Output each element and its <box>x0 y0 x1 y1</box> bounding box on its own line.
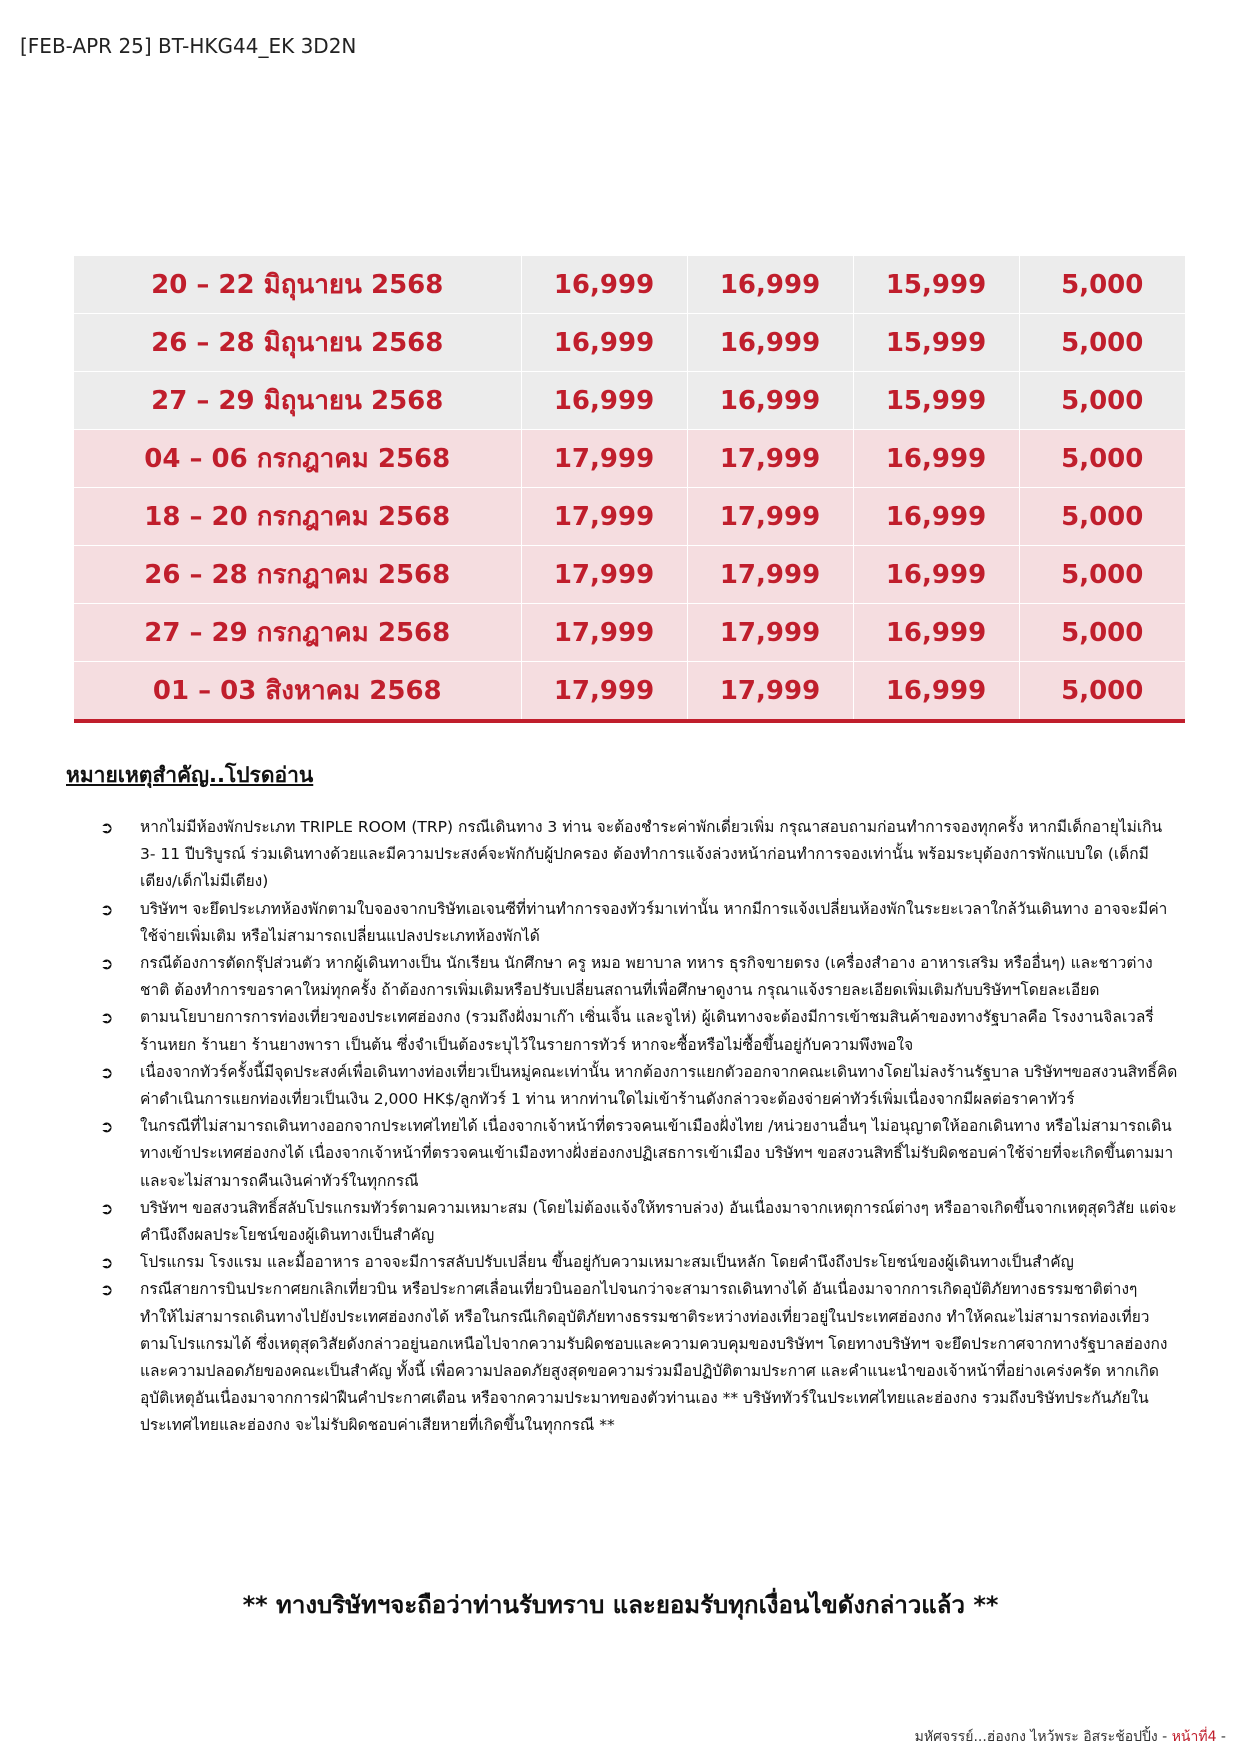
price-cell: 16,999 <box>521 372 687 430</box>
note-text: เนื่องจากทัวร์ครั้งนี้มีจุดประสงค์เพื่อเดินทางท่องเที่ยวเป็นหมู่คณะเท่านั้น หากต้องการแยกตัวออกจากคณะเดินทางโดยไม่ลงร้านรัฐบาล บริษัทฯขอสงวนสิทธิ์คิดค่าดำเนินการแยกท่องเที่ยวเป็นเงิน 2,000 HK$/ลูกทัวร์ 1 ท่าน หากท่านใดไม่เข้าร้านดังกล่าวจะต้องจ่ายค่าทัวร์เพิ่มเนื่องจากมีผลต่อราคาทัวร์ <box>140 1062 1178 1109</box>
footer-end: - <box>1216 1729 1226 1745</box>
price-cell: 15,999 <box>853 314 1019 372</box>
note-item <box>100 1195 1178 1249</box>
price-cell: 5,000 <box>1019 430 1185 488</box>
price-cell: 17,999 <box>521 662 687 722</box>
note-text: บริษัทฯ ขอสงวนสิทธิ์สลับโปรแกรมทัวร์ตามความเหมาะสม (โดยไม่ต้องแจ้งให้ทราบล่วง) อันเนื่องมาจากเหตุการณ์ต่างๆ หรืออาจเกิดขึ้นจากเหตุสุดวิสัย แต่จะคำนึงถึงผลประโยชน์ของผู้เดินทางเป็นสำคัญ <box>140 1198 1177 1245</box>
note-item <box>100 1113 1178 1195</box>
note-text: หากไม่มีห้องพักประเภท TRIPLE ROOM (TRP) กรณีเดินทาง 3 ท่าน จะต้องชำระค่าพักเดี่ยวเพิ่ม กรุณาสอบถามก่อนทำการจองทุกครั้ง หากมีเด็กอายุไม่เกิน 3- 11 ปีบริบูรณ์ ร่วมเดินทางด้วยและมีความประสงค์จะพักกับผู้ปกครอง ต้องทำการแจ้งล่วงหน้าก่อนทำการจองเท่านั้น พร้อมระบุต้องการพักแบบใด (เด็กมีเตียง/เด็กไม่มีเตียง) <box>140 818 1163 891</box>
note-text: กรณีสายการบินประกาศยกเลิกเที่ยวบิน หรือประกาศเลื่อนเที่ยวบินออกไปจนกว่าจะสามารถเดินทางได้ อันเนื่องมาจากการเกิดอุบัติภัยทางธรรมชาติต่างๆ ทำให้ไม่สามารถเดินทางไปยังประเทศฮ่องกงได้ หรือในกรณีเกิดอุบัติภัยทางธรรมชาติระหว่างท่องเที่ยวอยู่ในประเทศฮ่องกง ทำให้คณะไม่สามารถท่องเที่ยวตามโปรแกรมได้ ซึ่งเหตุสุดวิสัยดังกล่าวอยู่นอกเหนือไปจากความรับผิดชอบและความควบคุมของบริษัทฯ โดยทางบริษัทฯ จะยึดประกาศจากทางรัฐบาลฮ่องกง และความปลอดภัยของคณะเป็นสำคัญ ทั้งนี้ เพื่อความปลอดภัยสูงสุดขอความร่วมมือปฏิบัติตามประกาศ และคำแนะนำของเจ้าหน้าที่อย่างเคร่งครัด หากเกิดอุบัติเหตุอันเนื่องมาจากการฝ่าฝืนคำประกาศเตือน หรือจากความประมาทของตัวท่านเอง ** บริษัททัวร์ในประเทศไทยและฮ่องกง รวมถึงบริษัทประกันภัยในประเทศไทยและฮ่องกง จะไม่รับผิดชอบค่าเสียหายที่เกิดขึ้นในทุกกรณี ** <box>140 1280 1168 1435</box>
note-item <box>100 1004 1178 1058</box>
price-cell: 16,999 <box>687 372 853 430</box>
price-cell: 5,000 <box>1019 546 1185 604</box>
page-footer <box>915 1726 1226 1748</box>
price-cell: 15,999 <box>853 372 1019 430</box>
note-item <box>100 1249 1178 1276</box>
price-cell: 15,999 <box>853 256 1019 314</box>
price-cell: 16,999 <box>521 314 687 372</box>
price-cell: 5,000 <box>1019 604 1185 662</box>
date-cell: 27 – 29 กรกฎาคม 2568 <box>74 604 521 662</box>
price-cell: 17,999 <box>687 430 853 488</box>
date-cell: 26 – 28 กรกฎาคม 2568 <box>74 546 521 604</box>
date-cell: 18 – 20 กรกฎาคม 2568 <box>74 488 521 546</box>
price-table <box>74 256 1185 723</box>
arrow-bullet-icon: ➲ <box>100 1117 114 1137</box>
price-cell: 5,000 <box>1019 314 1185 372</box>
arrow-bullet-icon: ➲ <box>100 1280 114 1300</box>
price-cell: 17,999 <box>521 604 687 662</box>
notes-list <box>100 814 1178 1440</box>
arrow-bullet-icon: ➲ <box>100 1198 114 1218</box>
arrow-bullet-icon: ➲ <box>100 1253 114 1273</box>
price-row <box>74 314 1185 372</box>
price-cell: 16,999 <box>853 662 1019 722</box>
page-number: หน้าที่4 <box>1171 1729 1217 1745</box>
arrow-bullet-icon: ➲ <box>100 1062 114 1082</box>
price-cell: 16,999 <box>853 604 1019 662</box>
note-item <box>100 1276 1178 1439</box>
price-cell: 17,999 <box>687 546 853 604</box>
price-row <box>74 546 1185 604</box>
price-cell: 16,999 <box>853 430 1019 488</box>
price-row <box>74 488 1185 546</box>
arrow-bullet-icon: ➲ <box>100 899 114 919</box>
price-row <box>74 662 1185 722</box>
date-cell: 01 – 03 สิงหาคม 2568 <box>74 662 521 722</box>
note-text: บริษัทฯ จะยึดประเภทห้องพักตามใบจองจากบริษัทเอเจนซีที่ท่านทำการจองทัวร์มาเท่านั้น หากมีการแจ้งเปลี่ยนห้องพักในระยะเวลาใกล้วันเดินทาง อาจจะมีค่าใช้จ่ายเพิ่มเติม หรือไม่สามารถเปลี่ยนแปลงประเภทห้องพักได้ <box>140 899 1168 945</box>
notes-title: หมายเหตุสำคัญ..โปรดอ่าน <box>66 763 314 787</box>
price-cell: 16,999 <box>853 546 1019 604</box>
price-cell: 17,999 <box>521 488 687 546</box>
price-row <box>74 256 1185 314</box>
date-cell: 26 – 28 มิถุนายน 2568 <box>74 314 521 372</box>
price-cell: 16,999 <box>687 256 853 314</box>
price-cell: 16,999 <box>687 314 853 372</box>
price-cell: 17,999 <box>521 430 687 488</box>
date-cell: 04 – 06 กรกฎาคม 2568 <box>74 430 521 488</box>
price-cell: 17,999 <box>687 488 853 546</box>
price-row <box>74 604 1185 662</box>
price-row <box>74 372 1185 430</box>
arrow-bullet-icon: ➲ <box>100 818 114 837</box>
price-cell: 17,999 <box>521 546 687 604</box>
note-text: โปรแกรม โรงแรม และมื้ออาหาร อาจจะมีการสลับปรับเปลี่ยน ขึ้นอยู่กับความเหมาะสมเป็นหลัก โดยคำนึงถึงประโยชน์ของผู้เดินทางเป็นสำคัญ <box>140 1253 1074 1272</box>
price-cell: 16,999 <box>853 488 1019 546</box>
price-cell: 17,999 <box>687 604 853 662</box>
price-cell: 5,000 <box>1019 488 1185 546</box>
date-cell: 20 – 22 มิถุนายน 2568 <box>74 256 521 314</box>
note-text: ตามนโยบายการการท่องเที่ยวของประเทศฮ่องกง (รวมถึงฝั่งมาเก๊า เซิ่นเจิ้น และจูไห่) ผู้เดินทางจะต้องมีการเข้าชมสินค้าของทางรัฐบาลคือ โรงงานจิลเวลรี่ ร้านหยก ร้านยา ร้านยางพารา เป็นต้น ซึ่งจำเป็นต้องระบุไว้ในรายการทัวร์ หากจะซื้อหรือไม่ซื้อขึ้นอยู่กับความพึงพอใจ <box>140 1008 1154 1054</box>
price-row <box>74 430 1185 488</box>
note-item <box>100 1059 1178 1113</box>
document-code: [FEB-APR 25] BT-HKG44_EK 3D2N <box>20 34 357 58</box>
price-cell: 5,000 <box>1019 662 1185 722</box>
footer-text: มหัศจรรย์...ฮ่องกง ไหว้พระ อิสระช้อปปิ้ง - <box>914 1729 1172 1745</box>
closing-statement: ** ทางบริษัทฯจะถือว่าท่านรับทราบ และยอมรับทุกเงื่อนไขดังกล่าวแล้ว ** <box>242 1591 999 1619</box>
arrow-bullet-icon: ➲ <box>100 954 114 974</box>
note-item <box>100 950 1178 1004</box>
note-item <box>100 896 1178 950</box>
date-cell: 27 – 29 มิถุนายน 2568 <box>74 372 521 430</box>
price-cell: 16,999 <box>521 256 687 314</box>
price-cell: 5,000 <box>1019 256 1185 314</box>
price-cell: 17,999 <box>687 662 853 722</box>
note-text: ในกรณีที่ไม่สามารถเดินทางออกจากประเทศไทยได้ เนื่องจากเจ้าหน้าที่ตรวจคนเข้าเมืองฝั่งไทย /หน่วยงานอื่นๆ ไม่อนุญาตให้ออกเดินทาง หรือไม่สามารถเดินทางเข้าประเทศฮ่องกงได้ เนื่องจากเจ้าหน้าที่ตรวจคนเข้าเมืองทางฝั่งฮ่องกงปฏิเสธการเข้าเมือง บริษัทฯ ขอสงวนสิทธิ์ไม่รับผิดชอบค่าใช้จ่ายที่จะเกิดขึ้นตามมา และจะไม่สามารถคืนเงินค่าทัวร์ในทุกกรณี <box>140 1117 1174 1190</box>
note-text: กรณีต้องการตัดกรุ๊ปส่วนตัว หากผู้เดินทางเป็น นักเรียน นักศึกษา ครู หมอ พยาบาล ทหาร ธุรกิจขายตรง (เครื่องสำอาง อาหารเสริม หรืออื่นๆ) และชาวต่างชาติ ต้องทำการขอราคาใหม่ทุกครั้ง ถ้าต้องการเพิ่มเติมหรือปรับเปลี่ยนสถานที่เพื่อศึกษาดูงาน กรุณาแจ้งรายละเอียดเพิ่มเติมกับบริษัทฯโดยละเอียด <box>140 954 1153 1000</box>
note-item <box>100 814 1178 896</box>
arrow-bullet-icon: ➲ <box>100 1008 114 1028</box>
price-cell: 5,000 <box>1019 372 1185 430</box>
